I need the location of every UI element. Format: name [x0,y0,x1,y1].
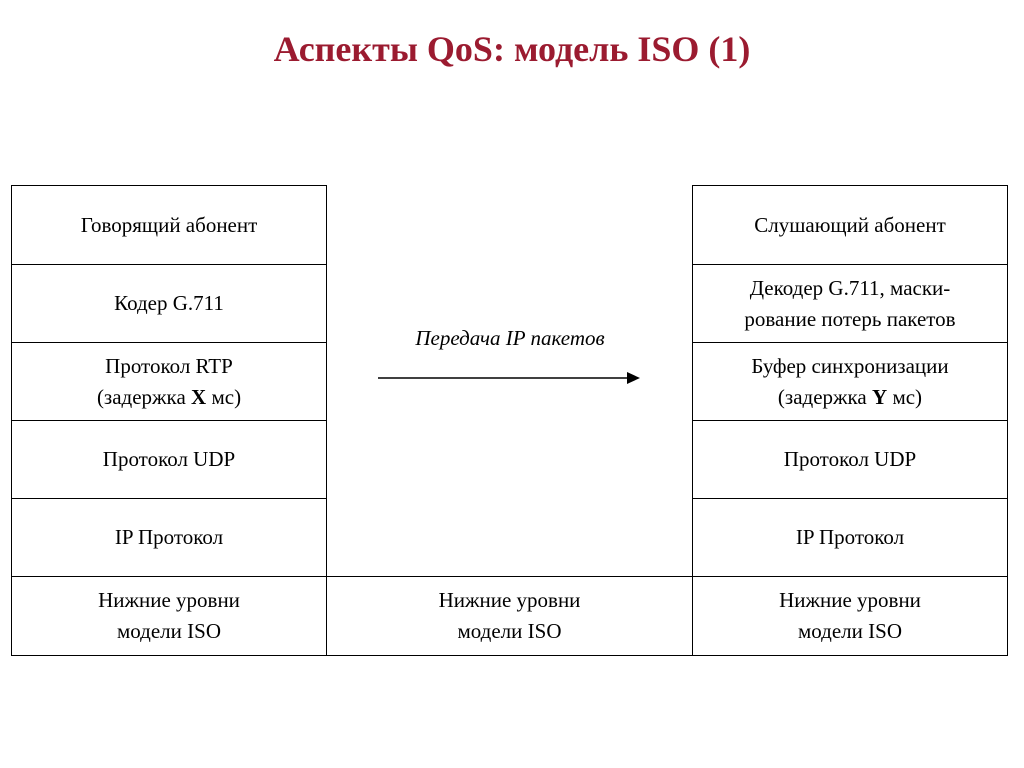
left-udp-label: Протокол UDP [102,447,236,471]
right-decoder-line2: рование потерь пакетов [744,306,956,331]
arrow-head-icon [627,372,640,384]
right-buffer-delay-var: Y [872,384,888,409]
right-buffer-delay-prefix: (задержка [777,384,873,409]
middle-lower-line1: Нижние уровни [438,588,581,612]
left-rtp-delay-suffix: мс) [206,384,242,409]
right-ip-label: IP Протокол [795,525,905,549]
left-lower-line2: модели ISO [116,619,221,643]
right-buffer-line1: Буфер синхронизации [751,353,949,378]
left-speaking-subscriber-label: Говорящий абонент [80,212,258,237]
ip-transfer-label: Передача IP пакетов [415,326,605,350]
left-rtp-delay-var: X [191,384,207,409]
right-lower-line1: Нижние уровни [779,588,921,612]
right-buffer-delay-suffix: мс) [887,384,923,409]
left-rtp-line1: Протокол RTP [105,353,233,378]
right-listening-subscriber-label: Слушающий абонент [754,212,946,237]
left-lower-line1: Нижние уровни [98,588,240,612]
right-decoder-line1: Декодер G.711, маски- [749,275,951,300]
slide-title: Аспекты QoS: модель ISO (1) [273,29,751,69]
right-lower-line2: модели ISO [797,619,902,643]
left-rtp-delay-prefix: (задержка [96,384,192,409]
middle-lower-line2: модели ISO [457,619,562,643]
left-encoder-label: Кодер G.711 [114,291,224,315]
left-ip-label: IP Протокол [114,525,224,549]
right-udp-label: Протокол UDP [783,447,917,471]
